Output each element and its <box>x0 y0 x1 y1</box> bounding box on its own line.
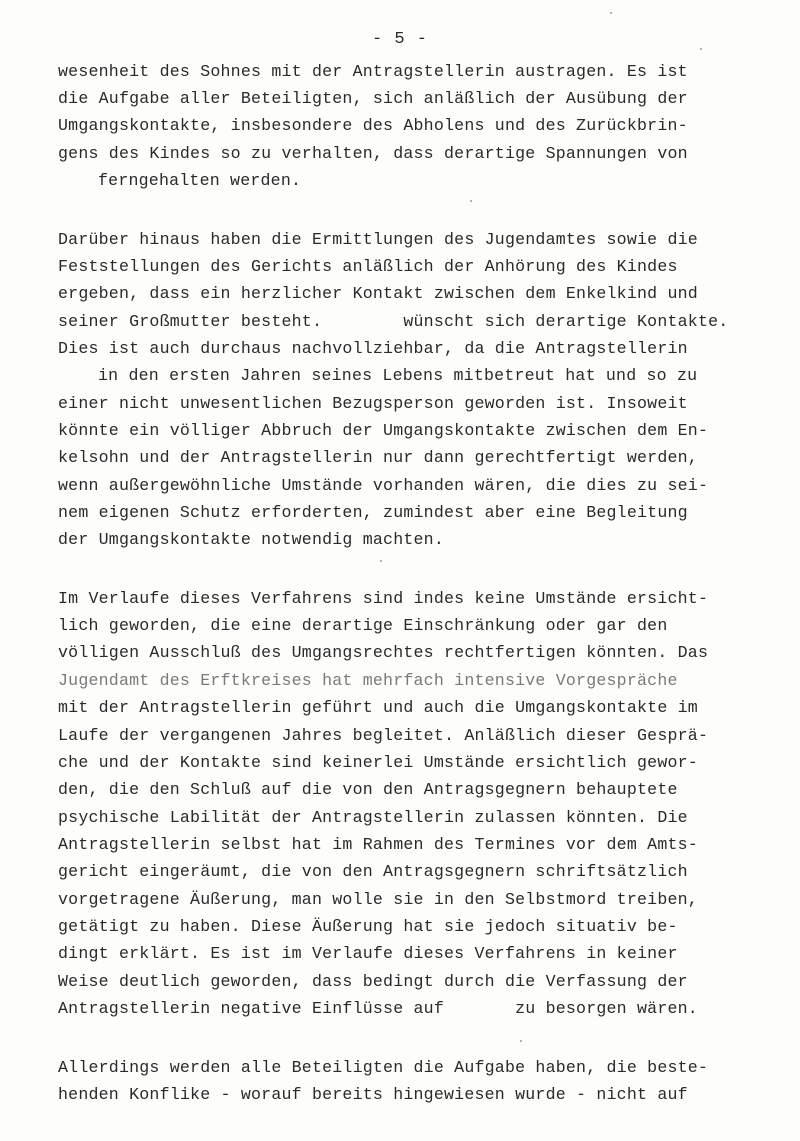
text-line: der Umgangskontakte notwendig machten. <box>58 530 444 549</box>
text-line: ergeben, dass ein herzlicher Kontakt zwischen dem Enkelkind und <box>58 284 698 303</box>
text-line: henden Konflike - worauf bereits hingewiesen wurde - nicht auf <box>58 1085 688 1104</box>
text-line: Umgangskontakte, insbesondere des Abholens und des Zurückbrin- <box>58 116 688 135</box>
text-line: wesenheit des Sohnes mit der Antragstellerin austragen. Es ist <box>58 62 688 81</box>
text-line: getätigt zu haben. Diese Äußerung hat sie jedoch situativ be- <box>58 917 678 936</box>
text-line: che und der Kontakte sind keinerlei Umstände ersichtlich gewor- <box>58 753 698 772</box>
text-line: ferngehalten werden. <box>98 171 302 190</box>
text-line: Antragstellerin selbst hat im Rahmen des Termines vor dem Amts- <box>58 835 698 854</box>
text-line: Jugendamt des Erftkreises hat mehrfach intensive Vorgespräche <box>58 671 678 690</box>
text-line: nem eigenen Schutz erforderten, zumindest aber eine Begleitung <box>58 503 688 522</box>
text-line: vorgetragene Äußerung, man wolle sie in den Selbstmord treiben, <box>58 890 698 909</box>
text-line: seiner Großmutter besteht. wünscht sich derartige Kontakte. <box>58 312 729 331</box>
text-line: dingt erklärt. Es ist im Verlaufe dieses Verfahrens in keiner <box>58 944 678 963</box>
text-line: Feststellungen des Gerichts anläßlich der Anhörung des Kindes <box>58 257 678 276</box>
text-line: mit der Antragstellerin geführt und auch die Umgangskontakte im <box>58 698 698 717</box>
text-line: kelsohn und der Antragstellerin nur dann gerechtfertigt werden, <box>58 448 698 467</box>
text-line: völligen Ausschluß des Umgangsrechtes rechtfertigen könnten. Das <box>58 643 709 662</box>
text-line: die Aufgabe aller Beteiligten, sich anläßlich der Ausübung der <box>58 89 688 108</box>
text-line: Dies ist auch durchaus nachvollziehbar, da die Antragstellerin <box>58 339 688 358</box>
text-line: wenn außergewöhnliche Umstände vorhanden wären, die dies zu sei- <box>58 476 709 495</box>
text-line: den, die den Schluß auf die von den Antragsgegnern behauptete <box>58 780 678 799</box>
text-line: lich geworden, die eine derartige Einschränkung oder gar den <box>58 616 668 635</box>
text-line: psychische Labilität der Antragstellerin zulassen könnten. Die <box>58 808 688 827</box>
text-line: Allerdings werden alle Beteiligten die Aufgabe haben, die beste- <box>58 1058 709 1077</box>
scan-speck <box>610 12 612 14</box>
text-line: in den ersten Jahren seines Lebens mitbetreut hat und so zu <box>98 366 698 385</box>
text-line: Weise deutlich geworden, dass bedingt durch die Verfassung der <box>58 972 688 991</box>
text-line: Antragstellerin negative Einflüsse auf zu besorgen wären. <box>58 999 698 1018</box>
text-line: könnte ein völliger Abbruch der Umgangskontakte zwischen dem En- <box>58 421 709 440</box>
text-line: gericht eingeräumt, die von den Antragsgegnern schriftsätzlich <box>58 862 688 881</box>
scan-speck <box>520 1040 522 1042</box>
text-line: Laufe der vergangenen Jahres begleitet. Anläßlich dieser Gesprä- <box>58 726 709 745</box>
text-line: einer nicht unwesentlichen Bezugsperson geworden ist. Insoweit <box>58 394 688 413</box>
scan-speck <box>700 48 702 50</box>
scan-speck <box>380 560 382 562</box>
text-line: Darüber hinaus haben die Ermittlungen des Jugendamtes sowie die <box>58 230 698 249</box>
text-line: Im Verlaufe dieses Verfahrens sind indes keine Umstände ersicht- <box>58 589 709 608</box>
text-line: gens des Kindes so zu verhalten, dass derartige Spannungen von <box>58 144 688 163</box>
scan-speck <box>470 200 472 202</box>
page-number: - 5 - <box>371 30 428 49</box>
